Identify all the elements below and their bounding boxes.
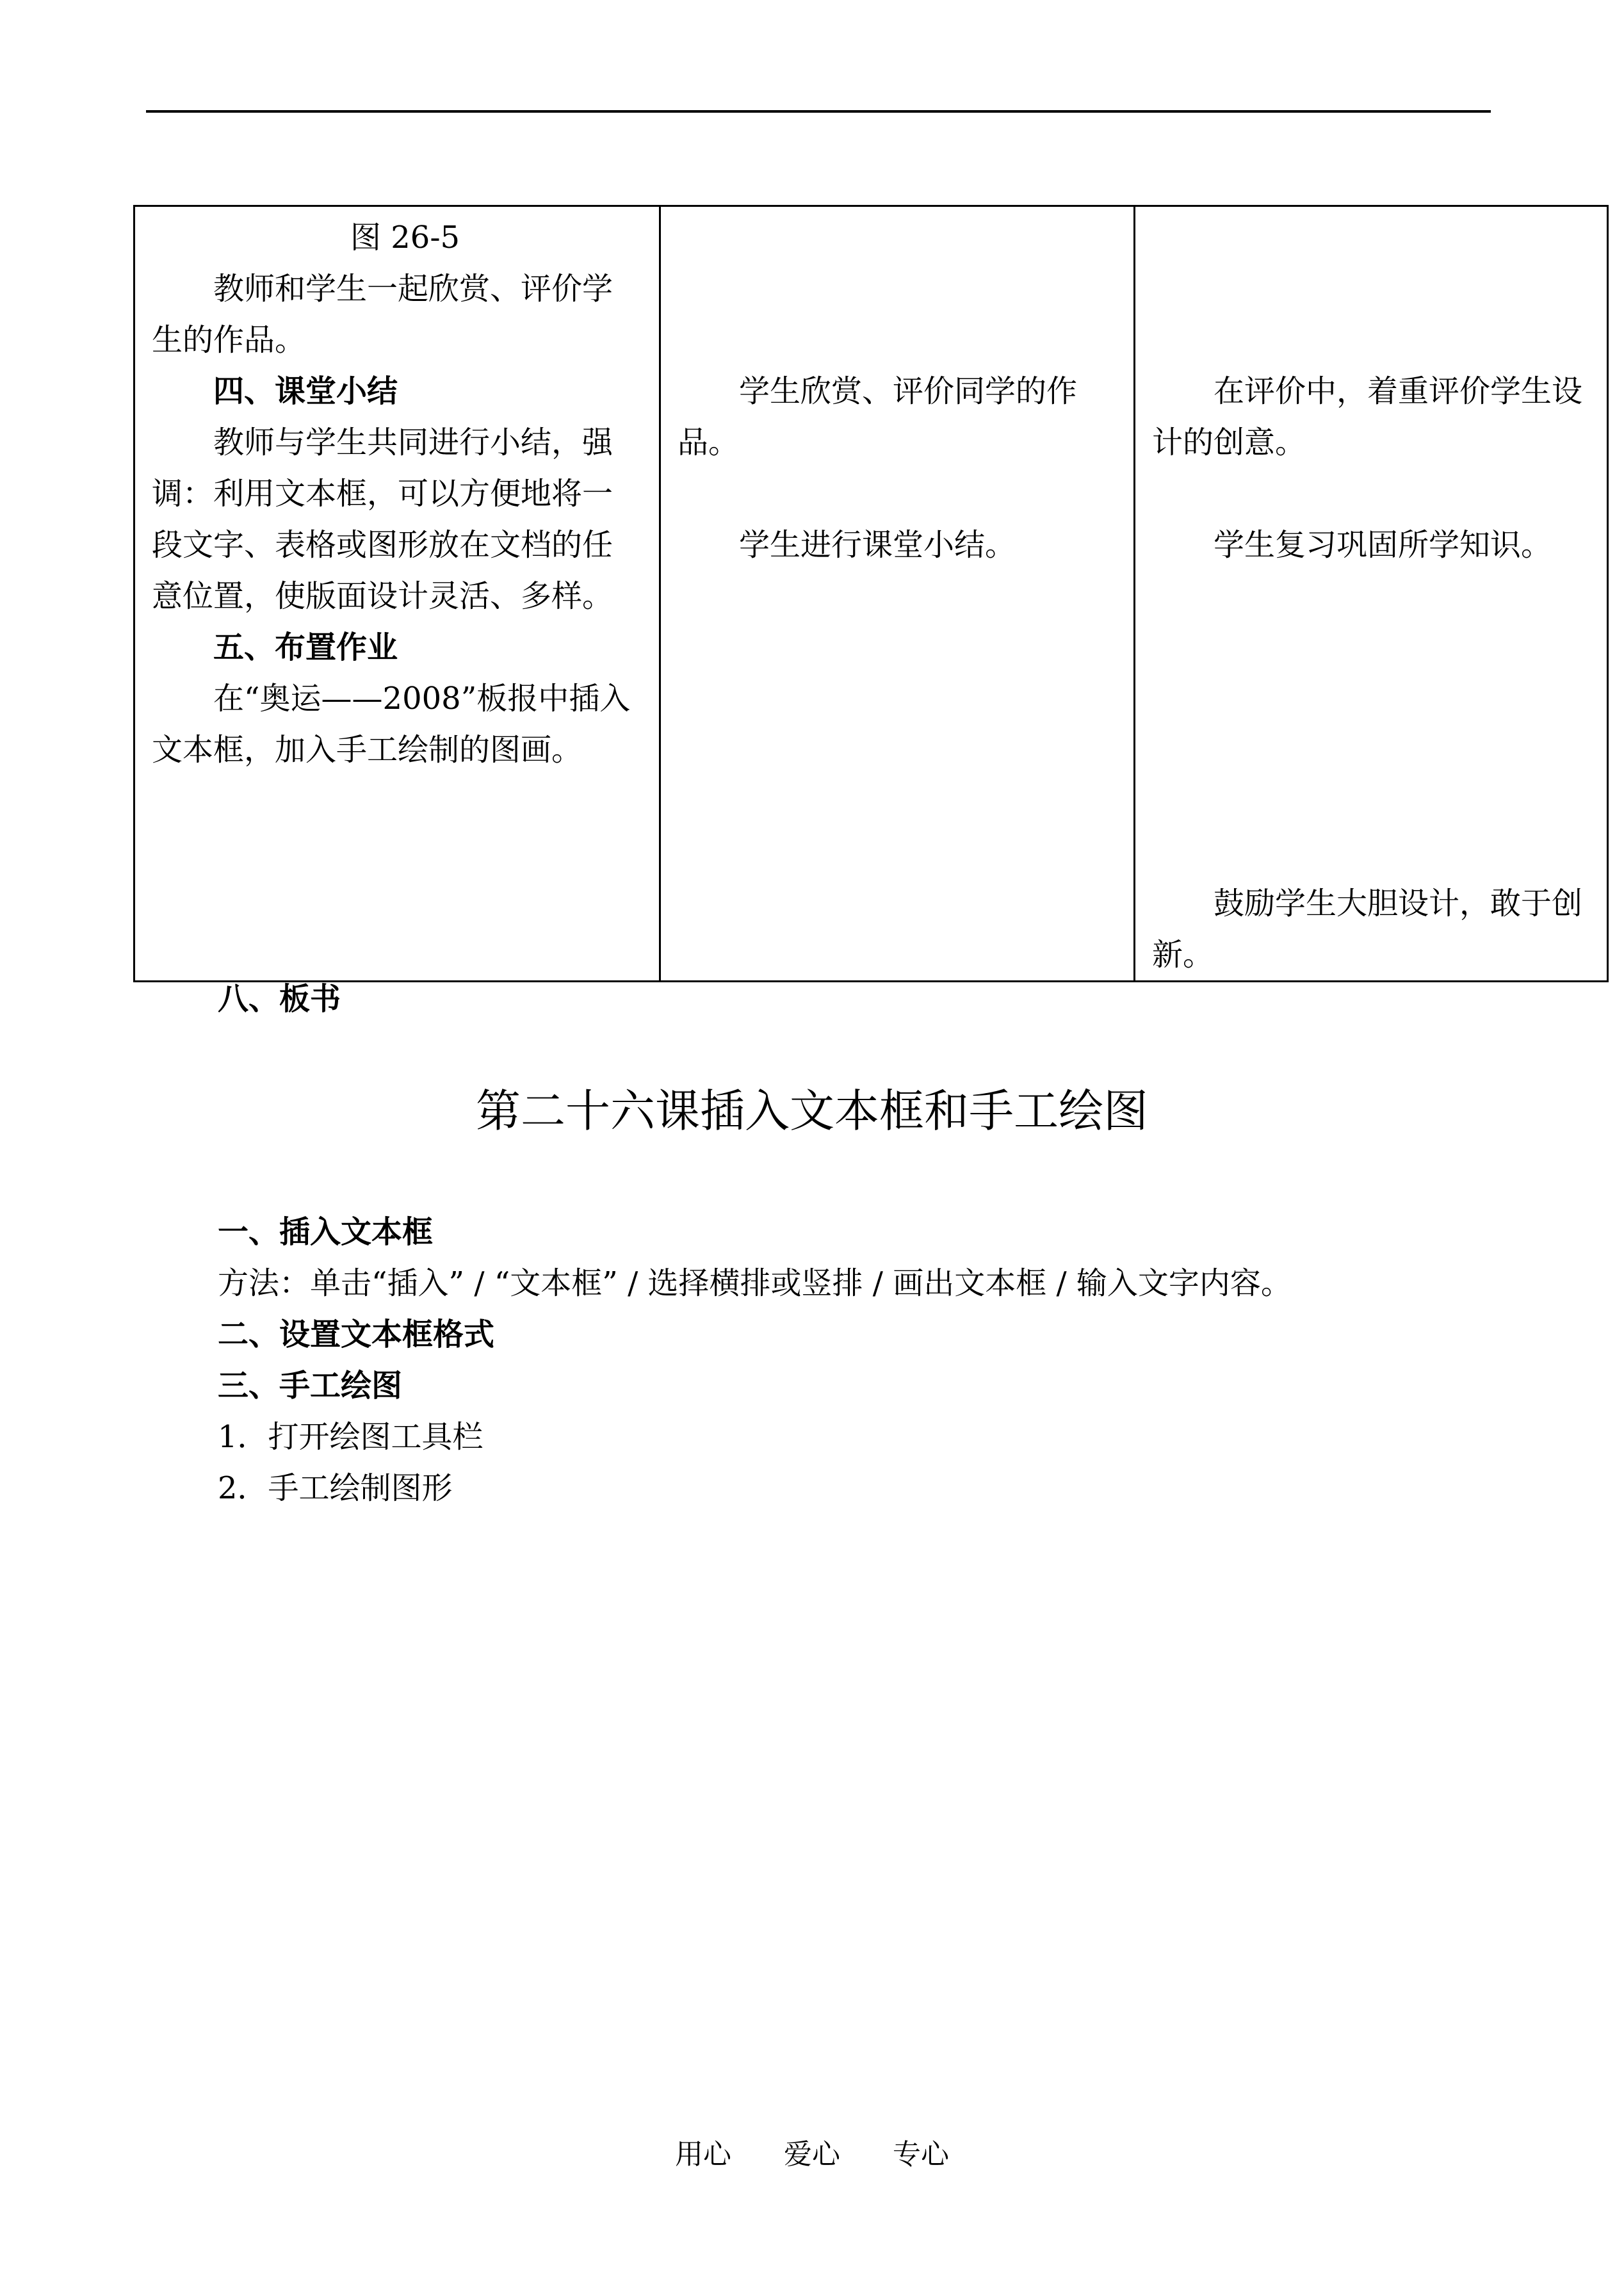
header-rule xyxy=(146,110,1491,113)
review-text: 学生复习巩固所学知识。 xyxy=(1214,527,1552,563)
student-appreciate-text: 学生欣赏、评价同学的作品。 xyxy=(678,373,1078,460)
page-footer xyxy=(0,2132,1624,2177)
table-row xyxy=(134,206,1608,982)
board-item-format-textbox: 二、设置文本框格式 xyxy=(218,1317,495,1352)
lesson-plan-table xyxy=(133,205,1609,982)
lesson-title: 第二十六课插入文本框和手工绘图 xyxy=(476,1085,1148,1137)
section-homework-text: 在“奥运——2008”板报中插入文本框，加入手工绘制的图画。 xyxy=(152,681,631,768)
board-heading: 八、板书 xyxy=(218,981,341,1017)
board-item-insert-textbox: 一、插入文本框 xyxy=(218,1214,434,1250)
design-intent-cell xyxy=(1135,206,1608,982)
evaluate-text: 教师和学生一起欣赏、评价学生的作品。 xyxy=(152,271,613,358)
board-item-hand-drawing: 三、手工绘图 xyxy=(218,1368,403,1404)
board-step-open-toolbar: 1．打开绘图工具栏 xyxy=(218,1419,483,1455)
section-summary-title: 四、课堂小结 xyxy=(213,373,398,409)
teacher-activity-cell xyxy=(134,206,660,982)
footer-word-1: 用心 xyxy=(675,2138,731,2171)
section-summary-text: 教师与学生共同进行小结，强调：利用文本框，可以方便地将一段文字、表格或图形放在文档的任意位置，使版面设计灵活、多样。 xyxy=(152,425,613,614)
student-summary-text: 学生进行课堂小结。 xyxy=(739,527,1016,563)
board-item-method: 方法：单击“插入” / “文本框” / 选择横排或竖排 / 画出文本框 / 输入文字内容。 xyxy=(218,1265,1292,1301)
figure-caption: 图 26-5 xyxy=(350,220,460,255)
footer-word-2: 爱心 xyxy=(784,2138,840,2171)
footer-word-3: 专心 xyxy=(893,2138,949,2171)
board-step-draw-shapes: 2．手工绘制图形 xyxy=(218,1470,453,1506)
section-homework-title: 五、布置作业 xyxy=(213,629,398,665)
encourage-text: 鼓励学生大胆设计，敢于创新。 xyxy=(1152,886,1583,973)
student-activity-cell xyxy=(660,206,1135,982)
board-content xyxy=(218,1206,1498,1514)
focus-creativity-text: 在评价中，着重评价学生设计的创意。 xyxy=(1152,373,1583,460)
